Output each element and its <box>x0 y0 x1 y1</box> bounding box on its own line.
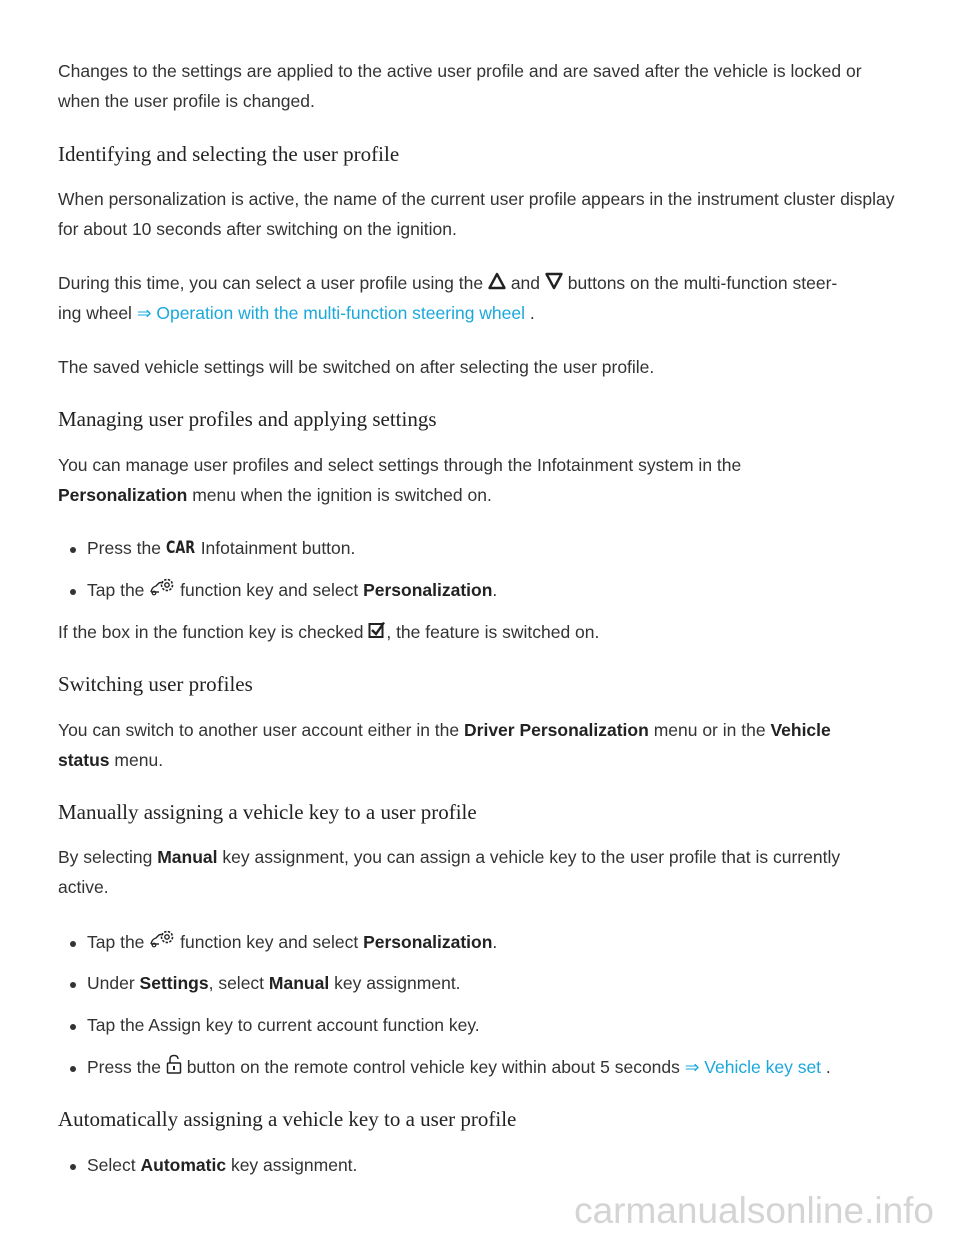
text-fragment: Press the <box>87 1057 161 1077</box>
list-item <box>58 928 497 958</box>
list-item <box>58 1151 357 1181</box>
text-fragment: You can manage user profiles and select settings through the Infotainment system in the <box>58 455 742 475</box>
triangle-down-icon <box>545 270 563 300</box>
bold-term: Manual <box>157 847 218 867</box>
list-item <box>58 969 461 999</box>
paragraph-personalization-active: When personalization is active, the name of the current user profile appears in the instrument cluster display for about 10 seconds after switching on the ignition. <box>58 189 895 239</box>
text-fragment: Tap the <box>87 932 145 952</box>
list-item <box>58 576 497 606</box>
list-item <box>58 1053 831 1083</box>
text-fragment: key assignment. <box>334 973 461 993</box>
paragraph-manual-assignment <box>58 843 908 902</box>
text-fragment: . <box>492 580 498 600</box>
bold-term: Driver Personalization <box>464 720 649 740</box>
bold-term: Personalization <box>363 580 493 600</box>
heading-managing-profiles: Managing user profiles and applying settings <box>58 407 437 431</box>
text-fragment: , select <box>208 973 265 993</box>
text-fragment: . <box>492 932 498 952</box>
text-fragment: key assignment, you can assign a vehicle key to the user profile that is currently <box>222 847 841 867</box>
car-settings-icon <box>149 577 175 607</box>
text-fragment: Under <box>87 973 135 993</box>
text-fragment: Infotainment button. <box>200 538 356 558</box>
paragraph-select-profile <box>58 269 908 329</box>
text-fragment: buttons on the multi-function steer- <box>567 273 838 293</box>
text-fragment: Press the <box>87 538 161 558</box>
paragraph-switch-account <box>58 716 908 775</box>
text-fragment: You can switch to another user account either in the <box>58 720 460 740</box>
text-fragment: If the box in the function key is checked <box>58 622 364 642</box>
text-fragment: key assignment. <box>230 1155 358 1175</box>
heading-switching-profiles: Switching user profiles <box>58 672 253 696</box>
paragraph-saved-settings: The saved vehicle settings will be switched on after selecting the user profile. <box>58 357 655 377</box>
triangle-up-icon <box>488 270 506 300</box>
text-fragment: , the feature is switched on. <box>386 622 600 642</box>
bold-term: Personalization <box>58 484 188 505</box>
text-fragment: ing wheel <box>58 303 132 324</box>
text-fragment: function key and select <box>180 580 359 600</box>
paragraph-checkbox <box>58 618 908 648</box>
link-vehicle-key-set[interactable]: ⇒ Vehicle key set <box>684 1057 822 1077</box>
text-fragment: menu or in the <box>653 720 766 740</box>
svg-text:CAR: CAR <box>165 537 195 558</box>
text-fragment: button on the remote control vehicle key within about 5 seconds <box>186 1057 680 1077</box>
text-fragment: . <box>529 303 535 324</box>
intro-text: Changes to the settings are applied to the active user profile and are saved after the vehicle is locked or when the user profile is changed. <box>58 61 862 111</box>
unlock-icon <box>166 1054 182 1084</box>
text-fragment: Tap the Assign key to current account function key. <box>87 1015 480 1035</box>
bold-term: Automatic <box>140 1155 227 1175</box>
paragraph-manage-profiles <box>58 451 908 510</box>
text-fragment: function key and select <box>180 932 359 952</box>
list-item <box>58 1011 480 1041</box>
text-fragment: menu when the ignition is switched on. <box>192 484 492 505</box>
text-fragment: menu. <box>114 749 164 770</box>
heading-automatic-key-assignment: Automatically assigning a vehicle key to a user profile <box>58 1107 517 1131</box>
checked-box-icon <box>368 619 386 649</box>
car-button-icon <box>166 535 196 565</box>
intro-paragraph <box>58 57 908 116</box>
link-multifunction-steering-wheel[interactable]: ⇒ Operation with the multi-function steering wheel <box>136 303 526 324</box>
bold-term: status <box>58 749 110 770</box>
text-fragment: and <box>510 273 541 293</box>
text-fragment: During this time, you can select a user profile using the <box>58 273 484 293</box>
text-fragment: By selecting <box>58 847 153 867</box>
list-item <box>58 534 355 564</box>
text-fragment: Select <box>87 1155 136 1175</box>
bold-term: Vehicle <box>770 720 831 740</box>
bold-term: Manual <box>268 973 330 993</box>
car-settings-icon <box>149 929 175 959</box>
bold-term: Settings <box>139 973 209 993</box>
bold-term: Personalization <box>363 932 493 952</box>
heading-manual-key-assignment: Manually assigning a vehicle key to a user profile <box>58 800 477 824</box>
heading-identifying-profile: Identifying and selecting the user profile <box>58 142 400 166</box>
text-fragment: . <box>825 1057 831 1077</box>
watermark: carmanualsonline.info <box>574 1190 934 1231</box>
text-fragment: Tap the <box>87 580 145 600</box>
text-fragment: active. <box>58 876 109 897</box>
